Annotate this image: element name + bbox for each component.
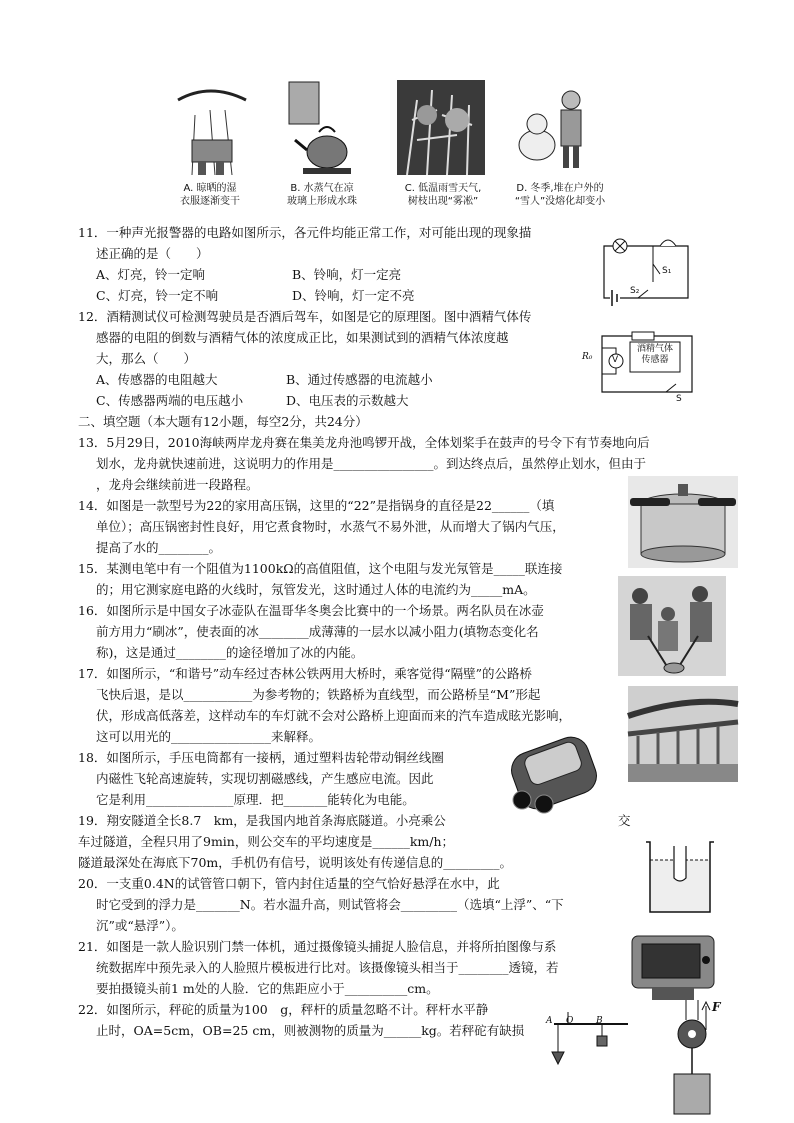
steelyard-diagram bbox=[542, 1012, 632, 1072]
sensor-label-line: 传感器 bbox=[641, 355, 669, 365]
q12-r0-label: R₀ bbox=[582, 352, 593, 362]
q20-line2: 时它受到的浮力是_______N。若水温升高，则试管将会_________（选填“上浮”、“下 bbox=[96, 897, 564, 912]
test-tube-beaker-diagram bbox=[642, 838, 718, 916]
figure-a-caption bbox=[160, 182, 260, 208]
q22-line2: 止时，OA=5cm，OB=25 cm，则被测物的质量为______kg。若秤砣有缺损 bbox=[96, 1023, 525, 1038]
q21-line3: 要拍摄镜头前1 m处的人脸．它的焦距应小于__________cm。 bbox=[96, 981, 439, 996]
kettle-drawing bbox=[285, 80, 355, 175]
q12-line1: 12．酒精测试仪可检测驾驶员是否酒后驾车，如图是它的原理图。图中酒精气体传 bbox=[78, 309, 532, 324]
steelyard-label-a: A bbox=[546, 1016, 553, 1026]
q17-line2: 飞快后退，是以___________为参考物的；铁路桥为直线型，而公路桥呈“M”形起 bbox=[96, 687, 541, 702]
q16-line2: 前方用力“刷冰”，使表面的冰________成薄薄的一层水以减小阻力(填物态变化名 bbox=[96, 624, 539, 639]
q11-option-d: D、铃响，灯一定不亮 bbox=[292, 288, 415, 303]
q11-s1-label: S₁ bbox=[662, 266, 672, 276]
q22-line1: 22．如图所示，秤砣的质量为100 g，秤杆的质量忽略不计。秤杆水平静 bbox=[78, 1002, 489, 1017]
q20-line3: 沉”或“悬浮”）。 bbox=[96, 918, 184, 933]
caption-line: “雪人”没熔化却变小 bbox=[514, 196, 606, 207]
q15-line1: 15．某测电笔中有一个阻值为1100kΩ的高值阻值，这个电阻与发光氖管是_____联连接 bbox=[78, 561, 563, 576]
q13-line1: 13．5月29日，2010海峡两岸龙舟赛在集美龙舟池鸣锣开战，全体划桨手在鼓声的号令下有节奏地向后 bbox=[78, 435, 650, 450]
section-2-heading: 二、填空题（本大题有12小题，每空2分，共24分） bbox=[78, 414, 368, 429]
q12-sensor-label bbox=[632, 344, 678, 366]
q13-line3: ，龙舟会继续前进一段路程。 bbox=[96, 477, 259, 492]
q12-option-a: A、传感器的电阻越大 bbox=[96, 372, 218, 387]
q19-line1: 19．翔安隧道全长8.7 km，是我国内地首条海底隧道。小亮乘公 bbox=[78, 813, 446, 828]
frost-trees-photo bbox=[397, 80, 485, 175]
q14-line3: 提高了水的________。 bbox=[96, 540, 222, 555]
q18-line1: 18．如图所示，手压电筒都有一接柄，通过塑料齿轮带动铜丝线圈 bbox=[78, 750, 444, 765]
figure-d-caption bbox=[500, 182, 620, 208]
q12-v-label: V bbox=[612, 355, 619, 365]
caption-line: A. 晾晒的湿 bbox=[183, 183, 237, 194]
steelyard-label-b: B bbox=[596, 1016, 603, 1026]
q16-line3: 称)，这是通过________的途径增加了冰的内能。 bbox=[96, 645, 364, 660]
q14-line2: 单位）；高压锅密封性良好，用它煮食物时，水蒸气不易外泄，从而增大了锅内气压， bbox=[96, 519, 565, 534]
q11-s2-label: S₂ bbox=[630, 286, 640, 296]
q11-option-a: A、灯亮，铃一定响 bbox=[96, 267, 206, 282]
q17-line3: 伏，形成高低落差，这样动车的车灯就不会对公路桥上迎面而来的汽车造成眩光影响， bbox=[96, 708, 572, 723]
q15-line2: 的；用它测家庭电路的火线时，氖管发光，这时通过人体的电流约为_____mA。 bbox=[96, 582, 536, 597]
q12-line2: 感器的电阻的倒数与酒精气体的浓度成正比，如果测试到的酒精气体浓度越 bbox=[96, 330, 509, 345]
q19-line2: 车过隧道，全程只用了9min，则公交车的平均速度是______km/h； bbox=[78, 834, 455, 849]
q19-line3: 隧道最深处在海底下70m，手机仍有信号，说明该处有传递信息的_________。 bbox=[78, 855, 513, 870]
q18-line3: 它是利用______________原理．把_______能转化为电能。 bbox=[96, 792, 415, 807]
q16-line1: 16．如图所示是中国女子冰壶队在温哥华冬奥会比赛中的一个场景。两名队员在冰壶 bbox=[78, 603, 544, 618]
q11-line2: 述正确的是（ ） bbox=[96, 246, 209, 261]
q11-option-c: C、灯亮，铃一定不响 bbox=[96, 288, 219, 303]
figure-b-caption bbox=[272, 182, 372, 208]
q11-option-b: B、铃响，灯一定亮 bbox=[292, 267, 402, 282]
snowman-drawing bbox=[505, 80, 595, 175]
sun-clothes-drawing bbox=[170, 80, 252, 175]
q17-line1: 17．如图所示，“和谐号”动车经过杏林公铁两用大桥时，乘客觉得“隔壁”的公路桥 bbox=[78, 666, 532, 681]
bridge-photo bbox=[628, 686, 738, 782]
steelyard-label-o: O bbox=[566, 1016, 574, 1026]
caption-line: D. 冬季,堆在户外的 bbox=[516, 183, 604, 194]
q12-s-label: S bbox=[676, 394, 682, 404]
pulley-diagram bbox=[656, 1000, 726, 1120]
q12-option-c: C、传感器两端的电压越小 bbox=[96, 393, 244, 408]
curling-photo bbox=[618, 576, 726, 676]
q13-line2: 划水，龙舟就快速前进，这说明力的作用是________________。到达终点后，虽然停止划水，但由于 bbox=[96, 456, 647, 471]
figure-c bbox=[397, 80, 485, 175]
q18-line2: 内磁性飞轮高速旋转，实现切割磁感线，产生感应电流。因此 bbox=[96, 771, 434, 786]
pressure-cooker-photo bbox=[628, 476, 738, 568]
figure-b bbox=[285, 80, 355, 175]
hand-flashlight-photo bbox=[496, 730, 606, 820]
q17-line4: 这可以用光的________________来解释。 bbox=[96, 729, 322, 744]
figure-a bbox=[170, 80, 252, 175]
figure-d bbox=[505, 80, 595, 175]
q20-line1: 20．一支重0.4N的试管管口朝下，管内封住适量的空气恰好悬浮在水中，此 bbox=[78, 876, 500, 891]
q14-line1: 14．如图是一款型号为22的家用高压锅，这里的“22”是指锅身的直径是22______（填 bbox=[78, 498, 555, 513]
q19-line1-end: 交 bbox=[618, 813, 631, 828]
q12-line3: 大，那么（ ） bbox=[96, 351, 197, 366]
caption-line: B. 水蒸气在凉 bbox=[290, 183, 354, 194]
caption-line: 衣服逐渐变干 bbox=[180, 196, 240, 207]
q12-option-b: B、通过传感器的电流越小 bbox=[286, 372, 433, 387]
caption-line: C. 低温雨雪天气, bbox=[404, 183, 482, 194]
q12-option-d: D、电压表的示数越大 bbox=[286, 393, 409, 408]
q11-circuit-diagram bbox=[598, 232, 694, 304]
figure-c-caption bbox=[388, 182, 498, 208]
caption-line: 树枝出现“雾凇” bbox=[407, 196, 479, 207]
sensor-label-line: 酒精气体 bbox=[636, 344, 673, 354]
q21-line1: 21．如图是一款人脸识别门禁一体机，通过摄像镜头捕捉人脸信息，并将所拍图像与系 bbox=[78, 939, 557, 954]
q11-line1: 11．一种声光报警器的电路如图所示，各元件均能正常工作，对可能出现的现象描 bbox=[78, 225, 532, 240]
pulley-force-label: F bbox=[712, 1000, 721, 1014]
face-recognition-device-photo bbox=[628, 930, 718, 1002]
caption-line: 玻璃上形成水珠 bbox=[287, 196, 357, 207]
q21-line2: 统数据库中预先录入的人脸照片模板进行比对。该摄像镜头相当于________透镜，若 bbox=[96, 960, 559, 975]
